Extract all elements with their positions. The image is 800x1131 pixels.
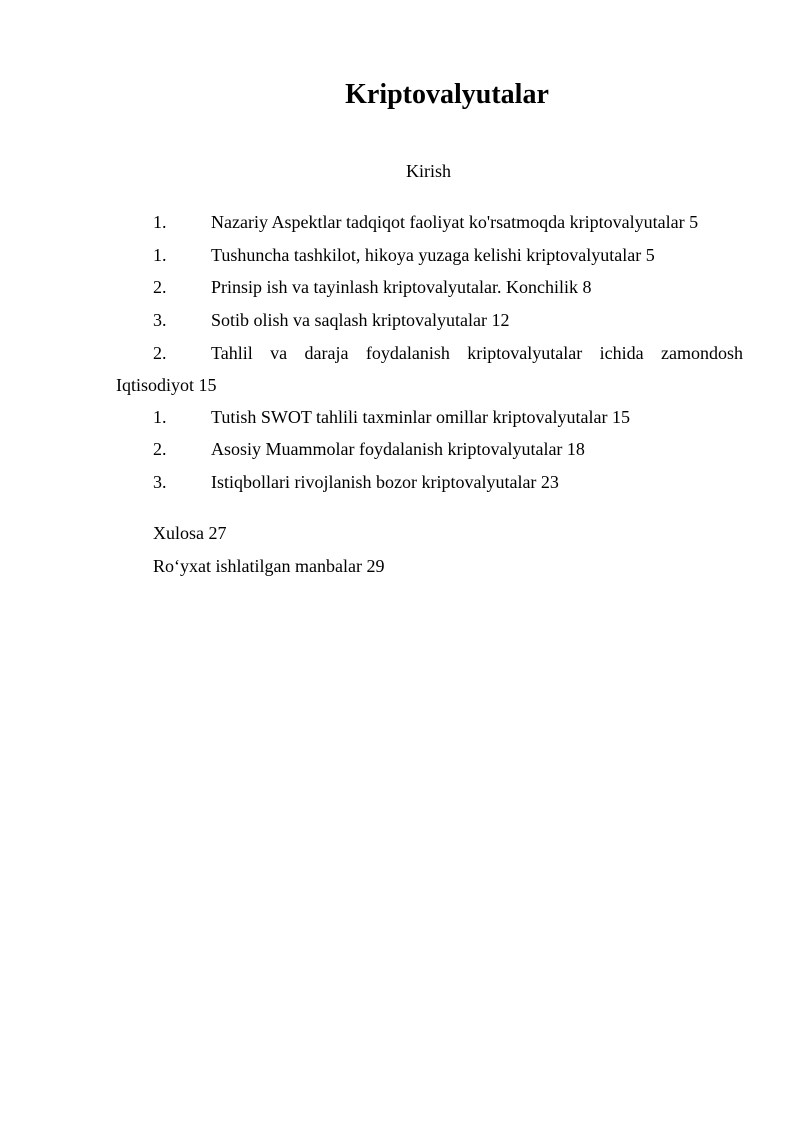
- document-title: Kriptovalyutalar: [345, 79, 549, 110]
- toc-item-number: 1.: [153, 245, 167, 265]
- toc-item-continuation: Iqtisodiyot 15: [116, 375, 217, 395]
- toc-item-text: Tutish SWOT tahlili taxminlar omillar kriptovalyutalar 15: [211, 407, 630, 427]
- toc-item-number: 3.: [153, 472, 167, 492]
- toc-item-number: 2.: [153, 343, 167, 363]
- toc-item-text: Prinsip ish va tayinlash kriptovalyutalar. Konchilik 8: [211, 277, 592, 297]
- toc-word: ichida: [599, 343, 644, 363]
- toc-word: va: [270, 343, 288, 363]
- toc-word: foydalanish: [365, 343, 450, 363]
- toc-item-text: Tushuncha tashkilot, hikoya yuzaga kelishi kriptovalyutalar 5: [211, 245, 655, 265]
- toc-word: zamondosh: [660, 343, 743, 363]
- toc-item-number: 3.: [153, 310, 167, 330]
- toc-word: daraja: [304, 343, 349, 363]
- toc-item-text: Nazariy Aspektlar tadqiqot faoliyat ko'rsatmoqda kriptovalyutalar 5: [211, 212, 699, 232]
- toc-item-number: 1.: [153, 407, 167, 427]
- toc-item-number: 2.: [153, 439, 167, 459]
- toc-item-text: [211, 342, 743, 364]
- toc-item-text: Asosiy Muammolar foydalanish kriptovalyutalar 18: [211, 439, 585, 459]
- references-entry: Ro‘yxat ishlatilgan manbalar 29: [153, 556, 385, 576]
- toc-word: Tahlil: [211, 343, 253, 363]
- toc-item-text: Istiqbollari rivojlanish bozor kriptovalyutalar 23: [211, 472, 559, 492]
- toc-item-text: Sotib olish va saqlash kriptovalyutalar 12: [211, 310, 510, 330]
- toc-word: kriptovalyutalar: [467, 343, 583, 363]
- conclusion-entry: Xulosa 27: [153, 523, 227, 543]
- toc-item-number: 1.: [153, 212, 167, 232]
- intro-heading: Kirish: [406, 161, 451, 181]
- toc-item-number: 2.: [153, 277, 167, 297]
